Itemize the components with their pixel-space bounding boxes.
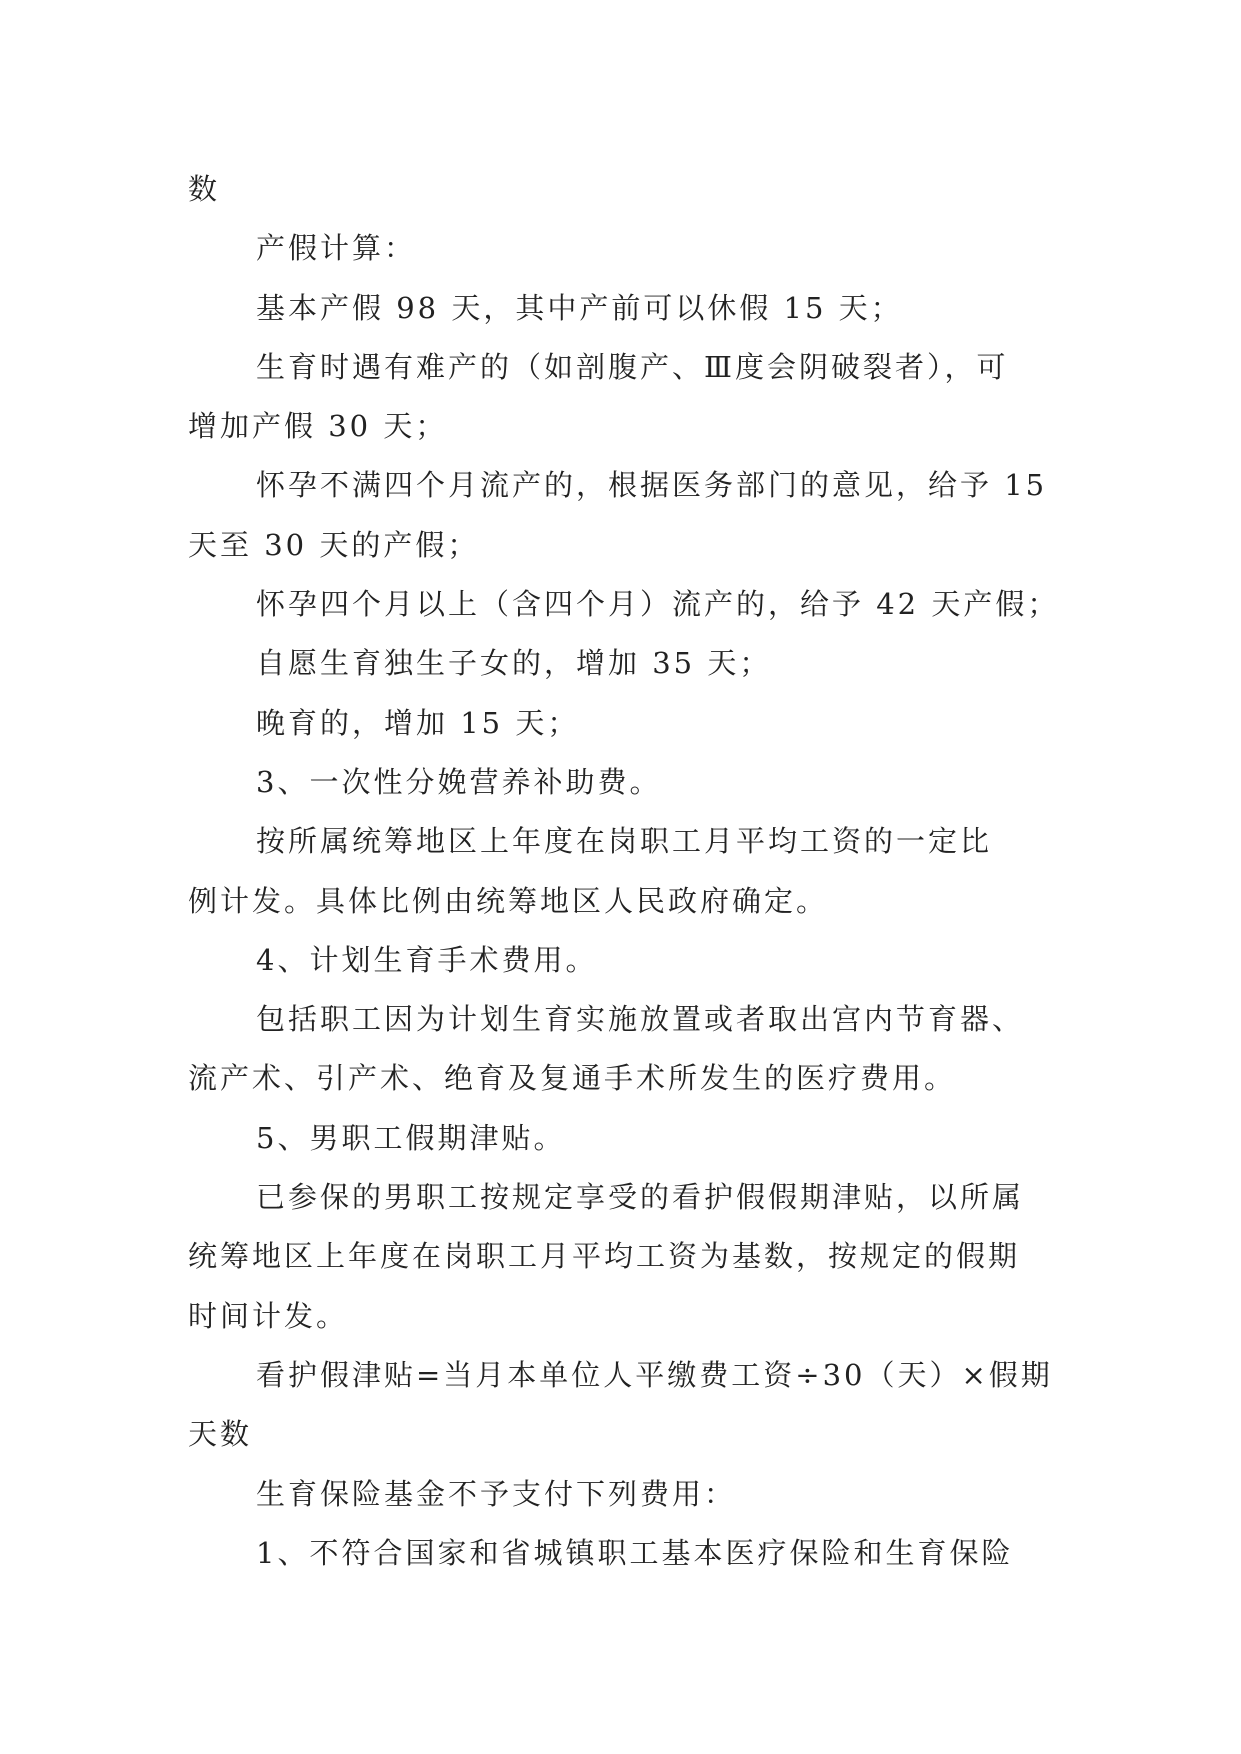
text-line: 怀孕不满四个月流产的，根据医务部门的意见，给予 15 <box>256 468 1048 503</box>
text-line: 例计发。具体比例由统筹地区人民政府确定。 <box>188 883 829 918</box>
text-line: 基本产假 98 天，其中产前可以休假 15 天； <box>256 290 903 325</box>
text-line: 看护假津贴=当月本单位人平缴费工资÷30（天）×假期 <box>256 1357 1053 1392</box>
text-line: 数 <box>188 172 221 206</box>
text-line: 增加产假 30 天； <box>188 409 448 444</box>
text-line: 天至 30 天的产假； <box>188 527 480 562</box>
text-line: 1、不符合国家和省城镇职工基本医疗保险和生育保险 <box>256 1535 1014 1570</box>
text-line: 生育保险基金不予支付下列费用： <box>256 1476 737 1511</box>
text-line: 统筹地区上年度在岗职工月平均工资为基数，按规定的假期 <box>188 1239 1021 1274</box>
text-line: 流产术、引产术、绝育及复通手术所发生的医疗费用。 <box>188 1061 957 1096</box>
text-line: 晚育的，增加 15 天； <box>256 705 580 740</box>
text-line: 5、男职工假期津贴。 <box>256 1120 566 1155</box>
text-line: 生育时遇有难产的（如剖腹产、Ⅲ度会阴破裂者），可 <box>256 349 1009 384</box>
document-body <box>188 160 1068 1583</box>
text-line: 怀孕四个月以上（含四个月）流产的，给予 42 天产假； <box>256 587 1060 622</box>
text-line: 按所属统筹地区上年度在岗职工月平均工资的一定比 <box>256 824 993 859</box>
text-line: 天数 <box>188 1417 253 1452</box>
text-line: 自愿生育独生子女的，增加 35 天； <box>256 646 772 681</box>
text-line: 时间计发。 <box>188 1298 349 1333</box>
text-line: 产假计算： <box>256 231 417 266</box>
text-line: 已参保的男职工按规定享受的看护假假期津贴，以所属 <box>256 1180 1025 1215</box>
text-line: 包括职工因为计划生育实施放置或者取出宫内节育器、 <box>256 1002 1025 1037</box>
text-line: 4、计划生育手术费用。 <box>256 942 598 977</box>
text-line: 3、一次性分娩营养补助费。 <box>256 764 662 799</box>
